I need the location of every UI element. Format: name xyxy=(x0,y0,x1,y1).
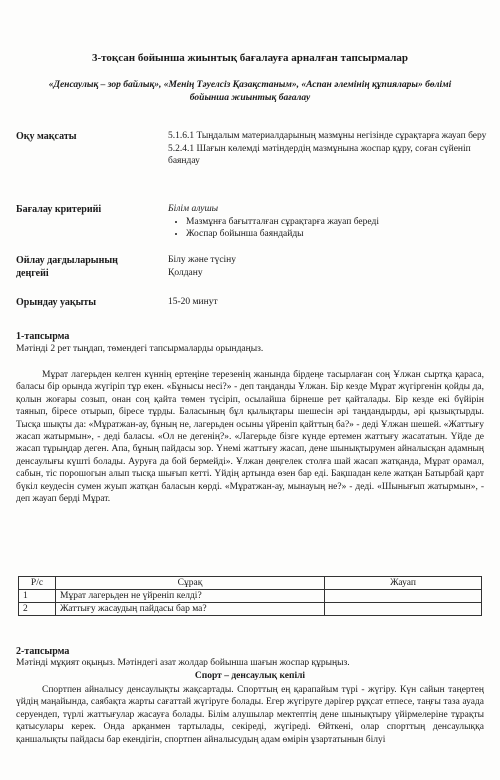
table-row xyxy=(19,603,482,616)
objective-1: 5.1.6.1 Тыңдалым материалдарының мазмұны негізінде сұрақтарға жауап беру xyxy=(168,131,487,141)
worksheet-title: 3-тоқсан бойынша жиынтық бағалауға арналған тапсырмалар xyxy=(91,52,409,64)
row-num: 2 xyxy=(19,603,56,616)
task1-title: 1-тапсырма xyxy=(16,331,70,342)
task2-text: Спортпен айналысу денсаулықты жақсартады. Спорттың ең қарапайым түрі - жүгіру. Күн сайын таңертең үйдің маңайында, саябақта жарты сағаттай жүгіруге болады. Егер жүгіруге дәрігер рұқсат етпесе, таңғы таза ауада серуендеп, түрлі жаттығулар жасауға болады. Білім алушылар мектептің дене шынықтыру үйірмелеріне тұрақты қатысулары керек. Онда арқанмен тартылады, секіреді, жүгіреді. Өйткені, олар спорттың денсаулыққа қаншалықты пайдасы бар екендігін, спортпен айналысудың адам өмірін ұзартатынын білуі xyxy=(16,685,484,745)
task2-title: 2-тапсырма xyxy=(16,646,70,657)
table-row xyxy=(19,590,482,603)
task1-text: Мұрат лагерьден келген күннің ертеңіне терезенің жанында бірдеңе тасырлаған соң Ұлжан сыртқа қараса, баласы бір орында жүгіріп тұр екен. «Бұнысы несі?» - деп таңданды Ұлжан. Бір кезде Мұрат жүгіргенін қойды да, қолын жоғары созып, онан соң қайта төмен түсіріп, осылайша бірнеше рет қайталады. Бір кезде екі бүйірін таянып, біресе отырып, біресе тұрды. Баласының бұл қылықтары шешесін әрі таңдандырды, әрі қызықтырды. Тысқа шықты да: «Мұратжан-ау, бұның не, лагерьден осыны үйреніп қайттың ба?» - деді Ұлжан шешей. «Жаттығу жасап жатырмын», - деді баласы. «Ол не дегенің?». «Лагерьде бізге күнде ертемен жаттығу жасататын. Үйде де жасап тұрыңдар деген. Апа, бұның пайдасы зор. Үнемі жаттығу жасап, дене шынықтырумен айналысқан адамның денсаулығы күшті болады. Ауруға да бой бермейді». Ұлжан дөңгелек столға шай жасап жатқанда, Мұрат орамал, сабын, тіс порошогын алып тысқа шығып кетті. Үйдің артында өзен бар еді. Бақшадан келе жатқан Батырбай қарт бүкіл кеудесін сумен жуып жатқан баласын көрді. «Мұратжан-ау, мынауың не?» - деді. «Шынығып жатырмын», - деп жауап берді Мұрат. xyxy=(16,370,484,505)
objective-values xyxy=(168,130,488,168)
row-num: 1 xyxy=(19,590,56,603)
criteria-item: • Мазмұнға бағытталған сұрақтарға жауап береді xyxy=(186,216,488,229)
row-question: Мұрат лагерьден не үйреніп келді? xyxy=(56,590,325,603)
objective-label: Оқу мақсаты xyxy=(16,131,77,142)
worksheet-subtitle: «Денсаулық – зор байлық», «Менің Тәуелсіз Қазақстаным», «Аспан әлемінің құпиялары» бөлімі бойынша жиынтық бағалау xyxy=(48,80,452,103)
table-header-row xyxy=(19,577,482,590)
thinking-level-label: Ойлау дағдыларының деңгейі xyxy=(16,255,118,279)
task1-instruction: Мәтінді 2 рет тыңдап, төмендегі тапсырмаларды орындаңыз. xyxy=(16,344,264,354)
criteria-intro: Білім алушы xyxy=(168,204,219,214)
col-num-header: Р/с xyxy=(19,577,56,590)
row-answer-cell[interactable] xyxy=(325,603,482,616)
row-answer-cell[interactable] xyxy=(325,590,482,603)
criteria-list xyxy=(168,216,488,241)
thinking-level-2: Қолдану xyxy=(168,267,203,278)
row-question: Жаттығу жасаудың пайдасы бар ма? xyxy=(56,603,325,616)
objective-2: 5.2.4.1 Шағын көлемді мәтіндердің мазмұнына жоспар құру, соған сүйеніп баяндау xyxy=(168,143,471,166)
thinking-level-1: Білу және түсіну xyxy=(168,255,237,265)
time-value: 15-20 минут xyxy=(168,297,218,307)
question-table xyxy=(18,576,482,616)
task2-instruction: Мәтінді мұқият оқыңыз. Мәтіндегі азат жолдар бойынша шағын жоспар құрыңыз. xyxy=(16,658,350,668)
col-question-header: Сұрақ xyxy=(56,577,325,590)
criteria-label: Бағалау критерийі xyxy=(16,204,102,215)
criteria-item: • Жоспар бойынша баяндайды xyxy=(186,228,488,241)
time-label: Орындау уақыты xyxy=(16,297,97,308)
col-answer-header: Жауап xyxy=(325,577,482,590)
task2-text-title: Спорт – денсаулық кепілі xyxy=(194,671,306,681)
criteria-values xyxy=(168,203,488,241)
thinking-level-values xyxy=(168,254,488,279)
